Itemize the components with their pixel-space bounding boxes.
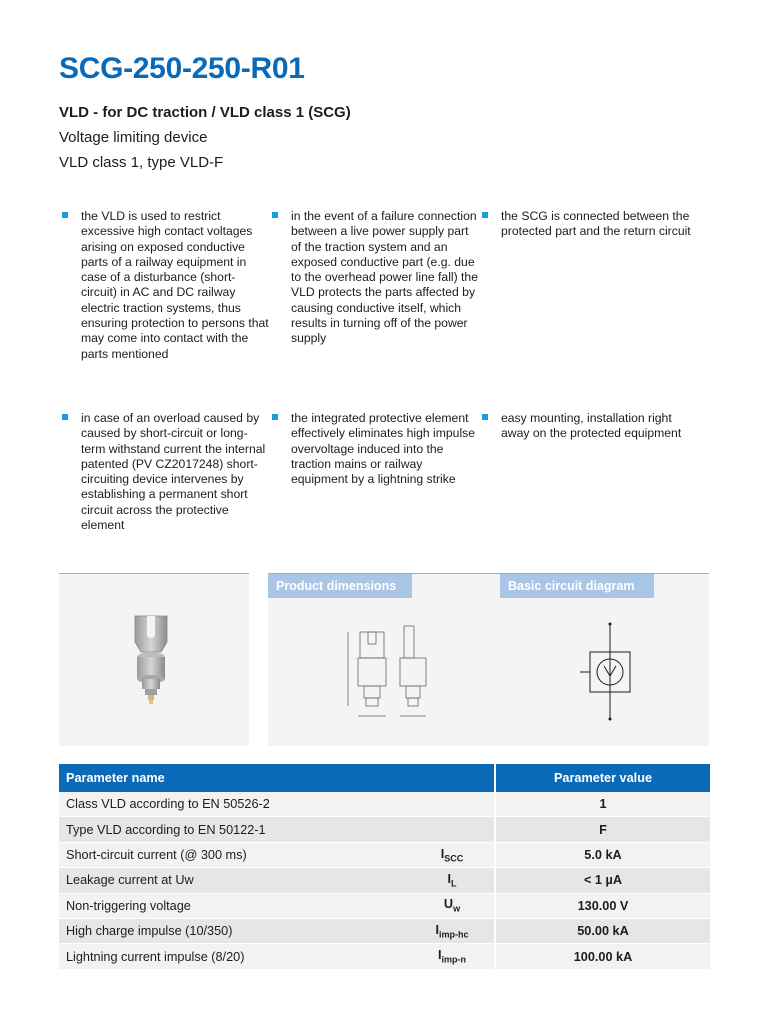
parameter-name: Non-triggering voltage bbox=[59, 893, 410, 918]
header-parameter-value: Parameter value bbox=[495, 764, 710, 792]
page-title: SCG-250-250-R01 bbox=[59, 52, 305, 85]
product-description: Voltage limiting device bbox=[59, 129, 208, 146]
diagram-panel bbox=[268, 573, 709, 746]
circuit-diagram bbox=[538, 604, 678, 744]
bullet-icon bbox=[62, 414, 68, 420]
feature-text: in the event of a failure connection between a live power supply part of the traction system and an exposed conductive part (e.g. due to the overhead power line fall) the VLD protects the parts affected by causing conductive itself, which results in turning off of the power supply bbox=[291, 209, 478, 346]
tab-product-dimensions: Product dimensions bbox=[268, 574, 412, 598]
parameter-symbol: $I_{SCC}$ bbox=[410, 842, 495, 867]
parameter-value: 1 bbox=[495, 792, 710, 817]
table-row bbox=[59, 842, 710, 867]
parameter-symbol: $I_{imp-hc}$ bbox=[410, 918, 495, 943]
parameter-name: Class VLD according to EN 50526-2 bbox=[59, 792, 410, 817]
product-class: VLD class 1, type VLD-F bbox=[59, 154, 224, 171]
parameter-value: F bbox=[495, 817, 710, 842]
table-row bbox=[59, 868, 710, 893]
feature-item bbox=[269, 411, 481, 487]
parameter-name: Leakage current at Uw bbox=[59, 868, 410, 893]
feature-text: the SCG is connected between the protected part and the return circuit bbox=[501, 209, 691, 239]
parameter-name: Lightning current impulse (8/20) bbox=[59, 944, 410, 969]
table-row bbox=[59, 817, 710, 842]
feature-text: the integrated protective element effectively eliminates high impulse overvoltage induced into the traction mains or railway equipment by a lightning strike bbox=[291, 411, 476, 487]
feature-text: the VLD is used to restrict excessive high contact voltages arising on exposed conductive parts of a railway equipment in case of a disturbance (short-circuit) in AC and DC railway electric traction systems, thus ensuring protection to persons that may come into contact with the parts mentioned bbox=[81, 209, 269, 361]
feature-text: in case of an overload caused by caused by short-circuit or long-term withstand current the internal patented (PV CZ2017248) short-circuiting device intervenes by establishing a permanent short circuit across the protective element bbox=[81, 411, 266, 533]
bullet-icon bbox=[482, 414, 488, 420]
table-row bbox=[59, 792, 710, 817]
parameter-name: Short-circuit current (@ 300 ms) bbox=[59, 842, 410, 867]
feature-item bbox=[269, 209, 481, 347]
parameter-value: < 1 µA bbox=[495, 868, 710, 893]
bullet-icon bbox=[62, 212, 68, 218]
product-dimensions-drawing bbox=[328, 604, 528, 744]
tab-basic-circuit-diagram: Basic circuit diagram bbox=[500, 574, 654, 598]
feature-text: easy mounting, installation right away on the protected equipment bbox=[501, 411, 682, 441]
parameter-name: High charge impulse (10/350) bbox=[59, 918, 410, 943]
product-photo-panel bbox=[59, 573, 249, 746]
table-header bbox=[59, 764, 710, 792]
parameter-value: 130.00 V bbox=[495, 893, 710, 918]
table-row bbox=[59, 944, 710, 969]
parameter-value: 5.0 kA bbox=[495, 842, 710, 867]
product-photo bbox=[59, 574, 249, 746]
parameter-symbol bbox=[410, 817, 495, 842]
table-row bbox=[59, 893, 710, 918]
feature-item bbox=[479, 411, 691, 442]
parameter-table bbox=[59, 764, 710, 970]
feature-item bbox=[59, 209, 271, 362]
parameter-symbol bbox=[410, 792, 495, 817]
feature-item bbox=[479, 209, 691, 240]
header-parameter-name: Parameter name bbox=[59, 764, 495, 792]
parameter-value: 100.00 kA bbox=[495, 944, 710, 969]
parameter-symbol: $U_w$ bbox=[410, 893, 495, 918]
feature-item bbox=[59, 411, 271, 533]
bullet-icon bbox=[272, 212, 278, 218]
bullet-icon bbox=[272, 414, 278, 420]
product-subtitle: VLD - for DC traction / VLD class 1 (SCG) bbox=[59, 104, 351, 121]
table-row bbox=[59, 918, 710, 943]
parameter-symbol: $I_L$ bbox=[410, 868, 495, 893]
parameter-value: 50.00 kA bbox=[495, 918, 710, 943]
parameter-symbol: $I_{imp-n}$ bbox=[410, 944, 495, 969]
parameter-name: Type VLD according to EN 50122-1 bbox=[59, 817, 410, 842]
bullet-icon bbox=[482, 212, 488, 218]
